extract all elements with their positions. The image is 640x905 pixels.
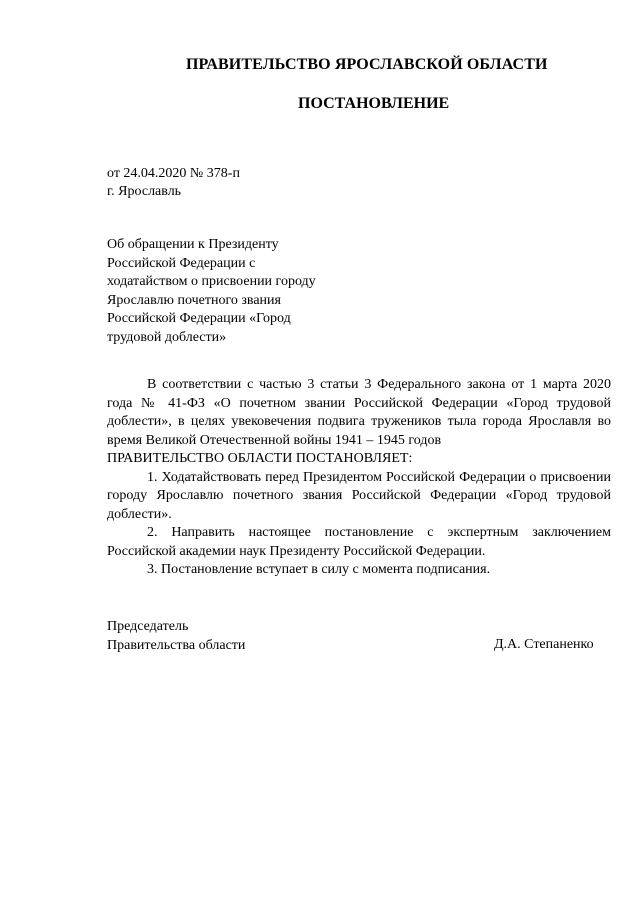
document-city: г. Ярославль (107, 184, 182, 199)
subject-line: трудовой доблести» (107, 329, 227, 345)
signatory-title (107, 618, 245, 655)
document-body (107, 376, 611, 580)
resolution-item: 2. Направить настоящее постановление с экспертным заключением Российской академии наук Президенту Российской Федерации. (107, 525, 611, 559)
document-subject (107, 236, 347, 347)
resolution-item: 3. Постановление вступает в силу с момента подписания. (147, 562, 491, 577)
preamble-paragraph: В соответствии с частью 3 статьи 3 Федерального закона от 1 марта 2020 года № 41-ФЗ «О почетном звании Российской Федерации «Город трудовой доблести», в целях увековечения подвига тружеников тыла города Ярославля во время Великой Отечественной войны 1941 – 1945 годов (107, 377, 611, 448)
signatory-title-line: Правительства области (107, 637, 246, 653)
subject-line: Российской Федерации «Город (107, 311, 291, 326)
signatory-name: Д.А. Степаненко (494, 637, 594, 652)
document-type: ПОСТАНОВЛЕНИЕ (298, 95, 450, 112)
subject-line: Ярославлю почетного звания (107, 292, 281, 308)
signatory-title-line: Председатель (107, 619, 189, 634)
subject-line: Российской Федерации с (107, 255, 256, 271)
resolution-item: 1. Ходатайствовать перед Президентом Российской Федерации о присвоении городу Ярославлю почетного звания Российской Федерации «Город трудовой доблести». (107, 469, 611, 522)
subject-line: ходатайством о присвоении городу (107, 274, 316, 289)
government-title: ПРАВИТЕЛЬСТВО ЯРОСЛАВСКОЙ ОБЛАСТИ (186, 56, 548, 73)
document-date-number: от 24.04.2020 № 378-п (107, 166, 240, 181)
resolves-line: ПРАВИТЕЛЬСТВО ОБЛАСТИ ПОСТАНОВЛЯЕТ: (107, 451, 413, 466)
subject-line: Об обращении к Президенту (107, 237, 279, 252)
